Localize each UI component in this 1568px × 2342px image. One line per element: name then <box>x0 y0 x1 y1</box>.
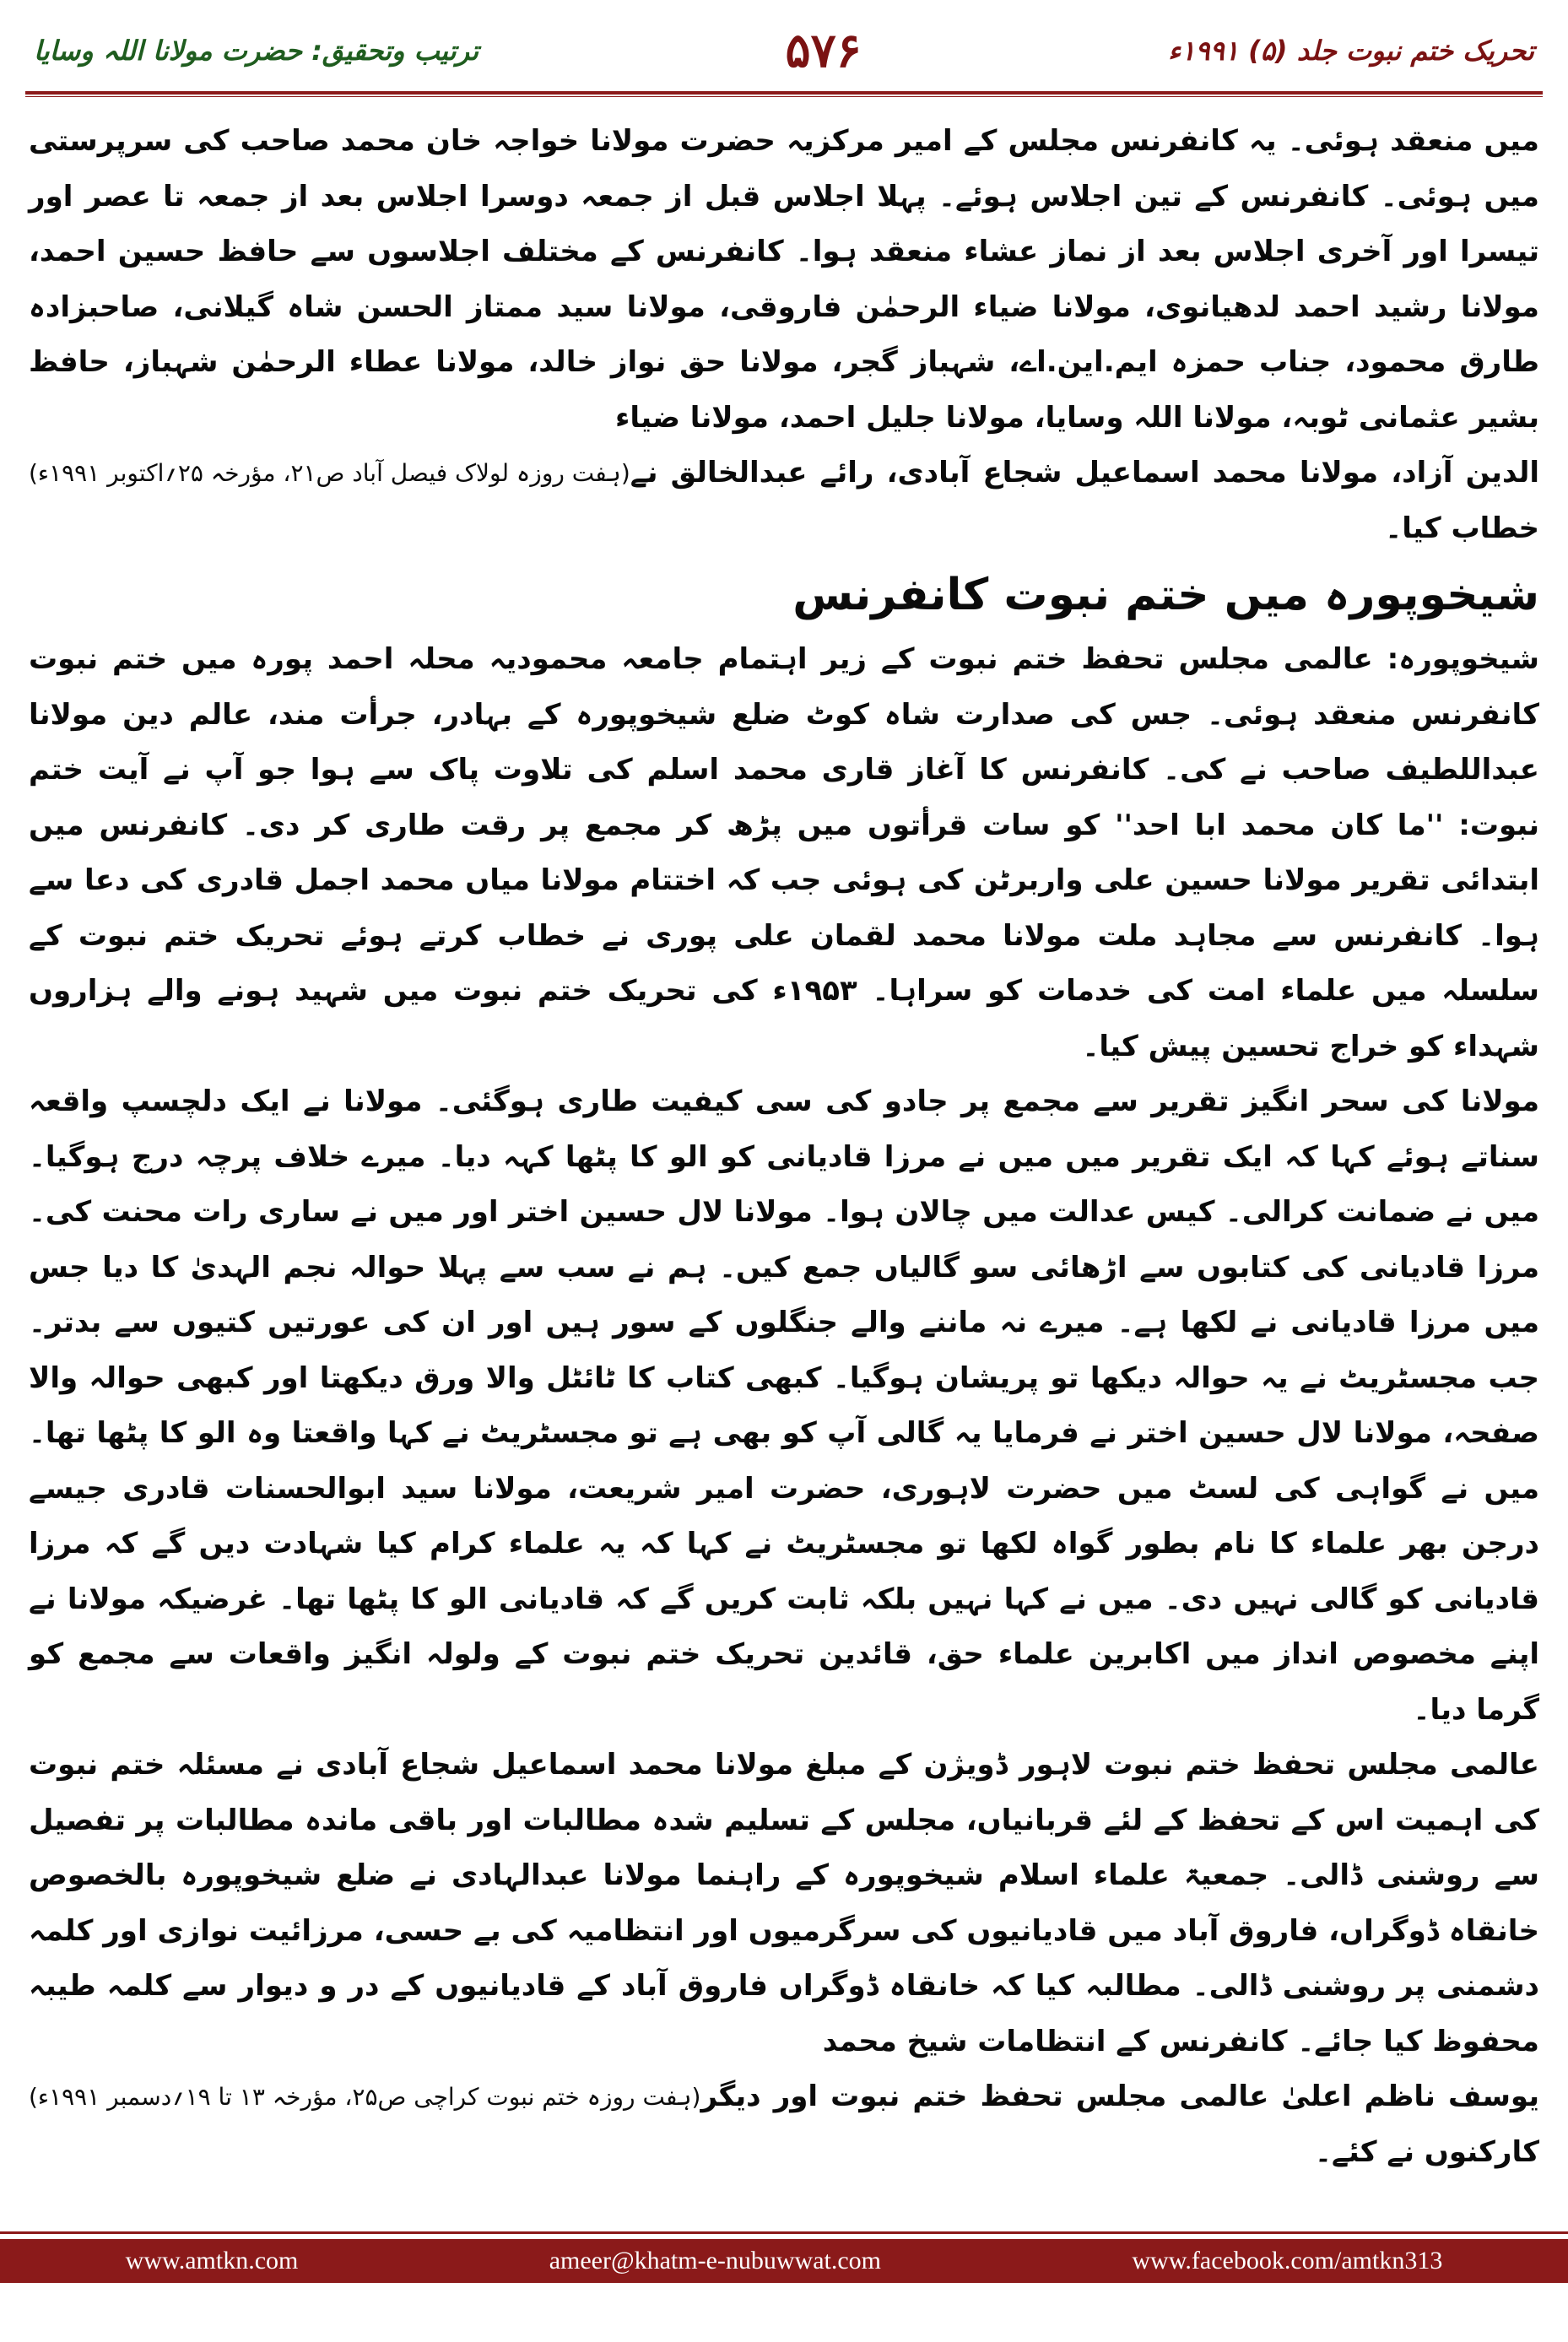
page-body <box>29 114 1539 2207</box>
section-heading: شیخوپورہ میں ختم نبوت کانفرنس <box>792 570 1539 620</box>
section2-last-line: یوسف ناظم اعلیٰ عالمی مجلس تحفظ ختم نبوت اور دیگر کارکنوں نے کئے۔ <box>700 2080 1539 2169</box>
section1-paragraph: میں منعقد ہوئی۔ یہ کانفرنس مجلس کے امیر مرکزیہ حضرت مولانا خواجہ خان محمد صاحب کی سرپرستی میں ہوئی۔ کانفرنس کے تین اجلاس ہوئے۔ پہلا اجلاس قبل از جمعہ دوسرا اجلاس بعد از جمعہ تا عصر اور تیسرا اور آخری اجلاس بعد از نماز عشاء منعقد ہوا۔ کانفرنس کے مختلف اجلاسوں سے حافظ حسین احمد، مولانا رشید احمد لدھیانوی، مولانا ضیاء الرحمٰن فاروقی، مولانا سید ممتاز الحسن شاہ گیلانی، صاحبزادہ طارق محمود، جناب حمزہ ایم.این.اے، شہباز گجر، مولانا حق نواز خالد، مولانا عطاء الرحمٰن شہباز، حافظ بشیر عثمانی ٹوبہ، مولانا اللہ وسایا، مولانا جلیل احمد، مولانا ضیاء <box>29 124 1539 435</box>
section2-closing-line <box>29 2069 1539 2180</box>
section1-closing-line <box>29 446 1539 556</box>
compiler-credit: ترتیب وتحقیق: حضرت مولانا اللہ وسایا <box>34 35 479 67</box>
footer-divider <box>0 2231 1568 2234</box>
section2-source: (ہفت روزہ ختم نبوت کراچی ص۲۵، مؤرخہ ۱۳ تا ۱۹؍دسمبر ۱۹۹۱ء) <box>29 2083 701 2111</box>
section2-paragraph-3: عالمی مجلس تحفظ ختم نبوت لاہور ڈویژن کے مبلغ مولانا محمد اسماعیل شجاع آبادی نے مسئلہ ختم نبوت کی اہمیت اس کے تحفظ کے لئے قربانیاں، مجلس کے تسلیم شدہ مطالبات اور باقی ماندہ مطالبات پر تفصیل سے روشنی ڈالی۔ جمعیۃ علماء اسلام شیخوپورہ کے راہنما مولانا عبدالہادی نے ضلع شیخوپورہ بالخصوص خانقاہ ڈوگراں، فاروق آباد میں قادیانیوں کی سرگرمیوں اور انتظامیہ کی بے حسی، مرزائیت نوازی اور کلمہ دشمنی پر روشنی ڈالی۔ مطالبہ کیا کہ خانقاہ ڈوگراں فاروق آباد کے قادیانیوں کے در و دیوار سے کلمہ طیبہ محفوظ کیا جائے۔ کانفرنس کے انتظامات شیخ محمد <box>29 1748 1539 2058</box>
section1-last-line: الدین آزاد، مولانا محمد اسماعیل شجاع آبادی، رائے عبدالخالق نے خطاب کیا۔ <box>630 456 1539 545</box>
header-divider <box>25 91 1543 95</box>
page-footer <box>0 2239 1568 2283</box>
website-link[interactable]: www.amtkn.com <box>125 2247 299 2274</box>
section2-paragraph-1: شیخوپورہ: عالمی مجلس تحفظ ختم نبوت کے زیر اہتمام جامعہ محمودیہ محلہ احمد پورہ میں ختم نبوت کانفرنس منعقد ہوئی۔ جس کی صدارت شاہ کوٹ ضلع شیخوپورہ کے بہادر، جرأت مند، عالم دین مولانا عبداللطیف صاحب نے کی۔ کانفرنس کا آغاز قاری محمد اسلم کی تلاوت پاک سے ہوا جو آپ نے آیت ختم نبوت: ''ما کان محمد ابا احد'' کو سات قرأتوں میں پڑھ کر مجمع پر رقت طاری کر دی۔ کانفرنس میں ابتدائی تقریر مولانا حسین علی واربرٹن کی ہوئی جب کہ اختتام مولانا میاں محمد اجمل قادری کی دعا سے ہوا۔ کانفرنس سے مجاہد ملت مولانا محمد لقمان علی پوری نے خطاب کرتے ہوئے تحریک ختم نبوت کے سلسلہ میں علماء امت کی خدمات کو سراہا۔ ۱۹۵۳ء کی تحریک ختم نبوت میں شہید ہونے والے ہزاروں شہداء کو خراج تحسین پیش کیا۔ <box>29 642 1539 1063</box>
facebook-link[interactable]: www.facebook.com/amtkn313 <box>1132 2247 1443 2274</box>
section2-paragraph-2: مولانا کی سحر انگیز تقریر سے مجمع پر جادو کی سی کیفیت طاری ہوگئی۔ مولانا نے ایک دلچسپ واقعہ سناتے ہوئے کہا کہ ایک تقریر میں میں نے مرزا قادیانی کو الو کا پٹھا کہہ دیا۔ میرے خلاف پرچہ درج ہوگیا۔ میں نے ضمانت کرالی۔ کیس عدالت میں چالان ہوا۔ مولانا لال حسین اختر اور میں نے ساری رات محنت کی۔ مرزا قادیانی کی کتابوں سے اڑھائی سو گالیاں جمع کیں۔ ہم نے سب سے پہلا حوالہ نجم الہدیٰ کا دیا جس میں مرزا قادیانی نے لکھا ہے۔ میرے نہ ماننے والے جنگلوں کے سور ہیں اور ان کی عورتیں کتیوں سے بدتر۔ جب مجسٹریٹ نے یہ حوالہ دیکھا تو پریشان ہوگیا۔ کبھی کتاب کا ٹائٹل والا ورق دیکھتا اور کبھی حوالہ والا صفحہ، مولانا لال حسین اختر نے فرمایا یہ گالی آپ کو بھی ہے تو مجسٹریٹ نے کہا واقعتا وہ الو کا پٹھا تھا۔ میں نے گواہی کی لسٹ میں حضرت لاہوری، حضرت امیر شریعت، مولانا سید ابوالحسنات قادری جیسے درجن بھر علماء کا نام بطور گواہ لکھا تو مجسٹریٹ نے کہا کہ یہ علماء کرام کیا شہادت دیں گے کہ مرزا قادیانی کو گالی نہیں دی۔ میں نے کہا نہیں بلکہ ثابت کریں گے کہ قادیانی الو کا پٹھا تھا۔ غرضیکہ مولانا نے اپنے مخصوص انداز میں اکابرین علماء حق، قائدین تحریک ختم نبوت کے ولولہ انگیز واقعات سے مجمع کو گرما دیا۔ <box>29 1084 1539 1727</box>
page-header <box>34 21 1534 80</box>
series-title: تحریک ختم نبوت جلد (۵) ۱۹۹۱ء <box>1168 35 1534 67</box>
section1-source: (ہفت روزہ لولاک فیصل آباد ص۲۱، مؤرخہ ۲۵؍اکتوبر ۱۹۹۱ء) <box>29 459 630 487</box>
page-number: ۵۷۶ <box>785 23 862 78</box>
header-divider-thin <box>25 96 1543 97</box>
email-link[interactable]: ameer@khatm-e-nubuwwat.com <box>549 2247 882 2274</box>
